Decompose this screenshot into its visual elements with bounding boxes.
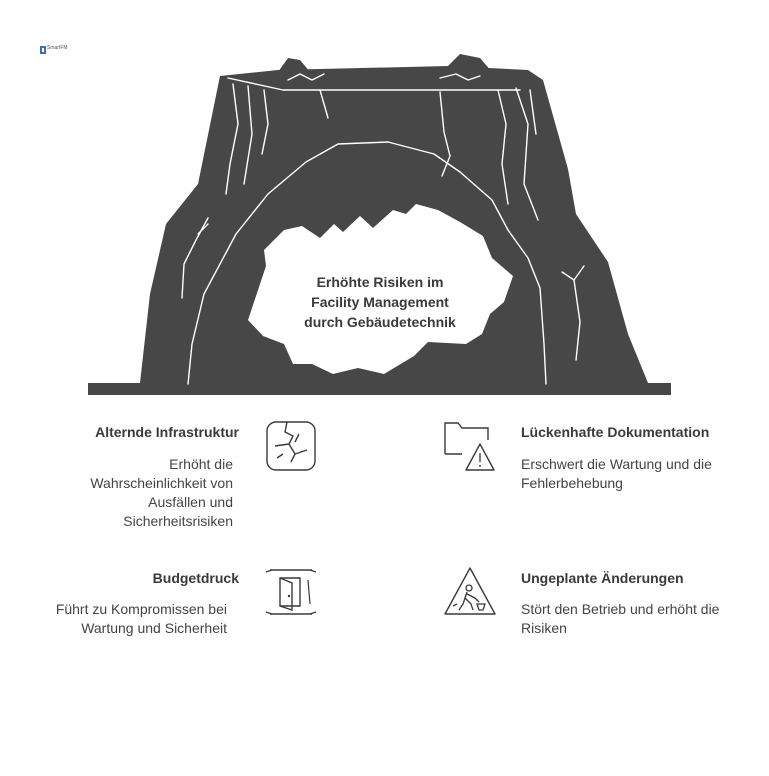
item-desc-lueckenhafte-dokumentation: Erschwert die Wartung und die Fehlerbehebung xyxy=(521,456,712,491)
item-title-lueckenhafte-dokumentation: Lückenhafte Dokumentation xyxy=(521,424,710,440)
item-desc-alternde-infrastruktur: Erhöht die Wahrscheinlichkeit von Ausfällen und Sicherheitsrisiken xyxy=(90,456,233,529)
item-desc-budgetdruck: Führt zu Kompromissen bei Wartung und Sicherheit xyxy=(55,601,227,636)
rock-arch-illustration xyxy=(88,44,672,396)
item-desc-ungeplante-aenderungen: Stört den Betrieb und erhöht die Risiken xyxy=(521,601,720,636)
rock-body xyxy=(140,66,648,383)
item-title-ungeplante-aenderungen: Ungeplante Änderungen xyxy=(521,570,684,586)
construction-warning-icon xyxy=(443,564,497,618)
logo-text: SmartFM xyxy=(47,45,68,51)
cracked-tile-icon xyxy=(265,420,317,472)
ground-bar xyxy=(88,383,671,395)
item-title-budgetdruck: Budgetdruck xyxy=(152,570,239,586)
folder-warning-icon xyxy=(442,420,498,472)
center-title: Erhöhte Risiken im Facility Management durch Gebäudetechnik xyxy=(304,274,456,330)
compressed-door-icon xyxy=(264,566,318,618)
item-title-alternde-infrastruktur: Alternde Infrastruktur xyxy=(95,424,239,440)
